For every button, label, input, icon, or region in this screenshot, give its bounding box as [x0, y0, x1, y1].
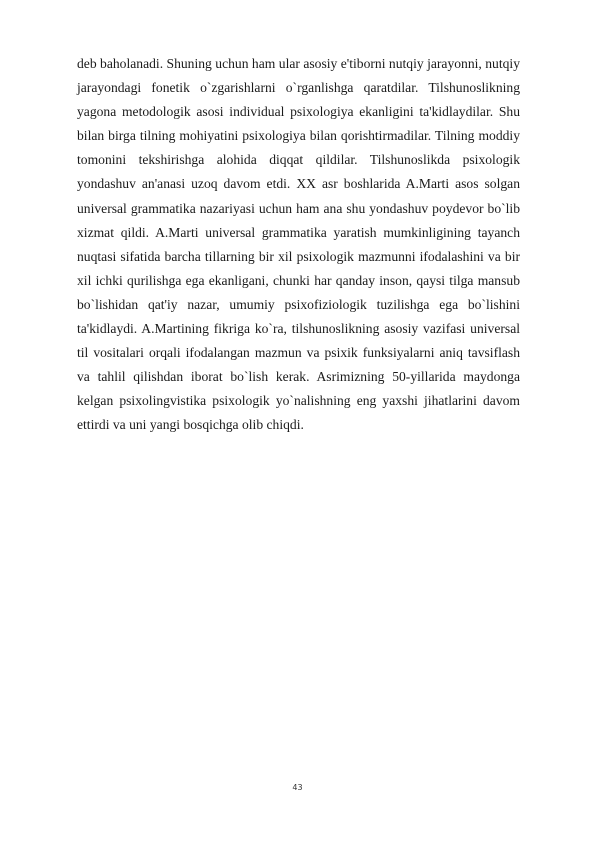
- body-paragraph: deb baholanadi. Shuning uchun ham ular asosiy e'tiborni nutqiy jarayonni, nutqiy jarayondagi fonetik o`zgarishlarni o`rganlishga qaratdilar. Tilshunoslikning yagona metodologik asosi individual psixologiya ekanligini ta'kidlaydilar. Shu bilan birga tilning mohiyatini psixologiya bilan qorishtirmadilar. Tilning moddiy tomonini tekshirishga alohida diqqat qildilar. Tilshunoslikda psixologik yondashuv an'anasi uzoq davom etdi. XX asr boshlarida A.Marti asos solgan universal grammatika nazariyasi uchun ham ana shu yondashuv poydevor bo`lib xizmat qildi. A.Marti universal grammatika yaratish mumkinligining tayanch nuqtasi sifatida barcha tillarning bir xil psixologik mazmunni ifodalashini va bir xil ichki qurilishga ega ekanligani, chunki har qanday inson, qaysi tilga mansub bo`lishidan qat'iy nazar, umumiy psixofiziologik tuzilishga ega bo`lishini ta'kidlaydi. A.Martining fikriga ko`ra, tilshunoslikning asosiy vazifasi universal til vositalari orqali ifodalangan mazmun va psixik funksiyalarni aniq tavsiflash va tahlil qilishdan iborat bo`lish kerak. Asrimizning 50-yillarida maydonga kelgan psixolingvistika psixologik yo`nalishning eng yaxshi jihatlarini davom ettirdi va uni yangi bosqichga olib chiqdi.: [77, 56, 520, 433]
- page-number: 43: [292, 783, 303, 792]
